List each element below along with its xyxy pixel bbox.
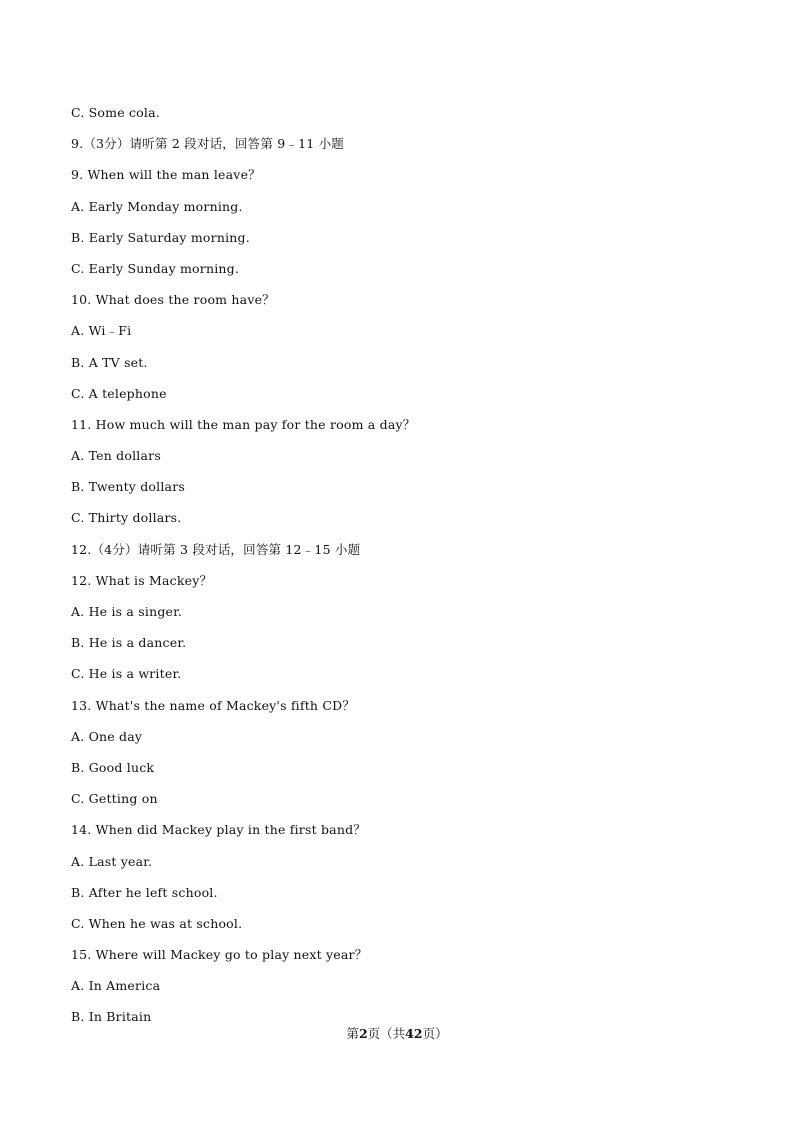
answer-option: A. In America <box>71 978 161 994</box>
answer-option: B. Twenty dollars <box>71 479 185 495</box>
question: 15. Where will Mackey go to play next year？ <box>71 947 368 963</box>
answer-option: A. Early Monday morning. <box>71 198 243 214</box>
answer-option: C. Getting on <box>71 791 158 807</box>
answer-option: C. Some cola. <box>71 105 160 120</box>
answer-option: C. Early Sunday morning. <box>71 260 240 276</box>
answer-option: B. After he left school. <box>71 884 218 900</box>
page-footer <box>0 1025 794 1043</box>
answer-option: C. A telephone <box>71 385 167 401</box>
answer-option: B. Good luck <box>71 759 155 775</box>
answer-option: A. He is a singer. <box>71 604 183 619</box>
question-list <box>71 104 751 1040</box>
section-heading: 12.（4分）请听第 3 段对话，回答第 12﹣15 小题 <box>71 541 361 557</box>
footer-middle: 页（共 <box>367 1026 406 1041</box>
footer-suffix: 页） <box>422 1026 448 1041</box>
answer-option: A. Ten dollars <box>71 448 161 464</box>
question: 10. What does the room have？ <box>71 292 275 308</box>
question: 12. What is Mackey？ <box>71 572 213 588</box>
question: 13. What's the name of Mackey's fifth CD？ <box>71 697 356 713</box>
section-heading: 9.（3分）请听第 2 段对话，回答第 9﹣11 小题 <box>71 136 344 152</box>
answer-option: A. Last year. <box>71 853 153 869</box>
answer-option: B. He is a dancer. <box>71 635 187 651</box>
answer-option: C. When he was at school. <box>71 915 243 931</box>
answer-option: B. A TV set. <box>71 354 148 370</box>
question: 9. When will the man leave？ <box>71 167 261 183</box>
question: 14. When did Mackey play in the first band？ <box>71 822 366 838</box>
page-total: 42 <box>405 1026 423 1041</box>
answer-option: C. He is a writer. <box>71 666 182 682</box>
answer-option: A. Wi﹣Fi <box>71 323 132 339</box>
answer-option: C. Thirty dollars. <box>71 510 182 526</box>
answer-option: B. In Britain <box>71 1009 152 1025</box>
answer-option: A. One day <box>71 728 143 744</box>
question: 11. How much will the man pay for the room a day？ <box>71 416 416 432</box>
footer-prefix: 第 <box>346 1026 359 1041</box>
page-number: 2 <box>358 1026 368 1041</box>
answer-option: B. Early Saturday morning. <box>71 229 250 245</box>
